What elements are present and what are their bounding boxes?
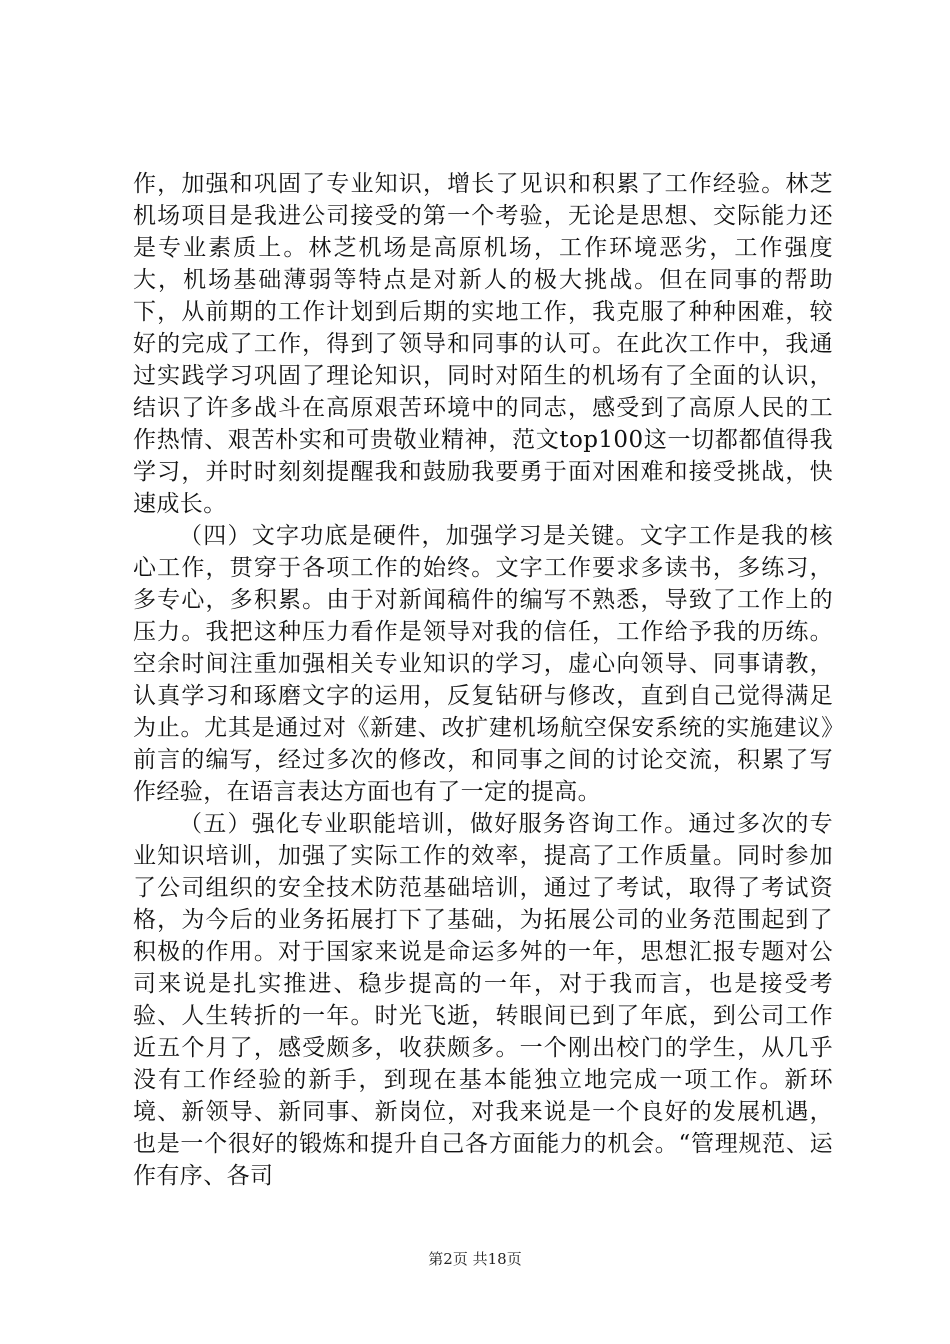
paragraph-section-four: （四）文字功底是硬件，加强学习是关键。文字工作是我的核心工作，贯穿于各项工作的始终。文字工作要求多读书，多练习，多专心，多积累。由于对新闻稿件的编写不熟悉，导致了工作上的压力。我把这种压力看作是领导对我的信任，工作给予我的历练。空余时间注重加强相关专业知识的学习，虚心向领导、同事请教，认真学习和琢磨文字的运用，反复钻研与修改，直到自己觉得满足为止。尤其是通过对《新建、改扩建机场航空保安系统的实施建议》前言的编写，经过多次的修改，和同事之间的讨论交流，积累了写作经验，在语言表达方面也有了一定的提高。 (133, 523, 833, 805)
page-number-footer: 第2页 共18页 (428, 1250, 522, 1268)
document-body (133, 168, 833, 1192)
paragraph-section-five: （五）强化专业职能培训，做好服务咨询工作。通过多次的专业知识培训，加强了实际工作的效率，提高了工作质量。同时参加了公司组织的安全技术防范基础培训，通过了考试，取得了考试资格，为今后的业务拓展打下了基础，为拓展公司的业务范围起到了积极的作用。对于国家来说是命运多舛的一年，思想汇报专题对公司来说是扎实推进、稳步提高的一年，对于我而言，也是接受考验、人生转折的一年。时光飞逝，转眼间已到了年底，到公司工作近五个月了，感受颇多，收获颇多。一个刚出校门的学生，从几乎没有工作经验的新手，到现在基本能独立地完成一项工作。新环境、新领导、新同事、新岗位，对我来说是一个良好的发展机遇，也是一个很好的锻炼和提升自己各方面能力的机会。“管理规范、运作有序、各司 (133, 811, 833, 1189)
paragraph-continuation: 作，加强和巩固了专业知识，增长了见识和积累了工作经验。林芝机场项目是我进公司接受的第一个考验，无论是思想、交际能力还是专业素质上。林芝机场是高原机场，工作环境恶劣，工作强度大，机场基础薄弱等特点是对新人的极大挑战。但在同事的帮助下，从前期的工作计划到后期的实地工作，我克服了种种困难，较好的完成了工作，得到了领导和同事的认可。在此次工作中，我通过实践学习巩固了理论知识，同时对陌生的机场有了全面的认识，结识了许多战斗在高原艰苦环境中的同志，感受到了高原人民的工作热情、艰苦朴实和可贵敬业精神，范文top100这一切都都值得我学习，并时时刻刻提醒我和鼓励我要勇于面对困难和接受挑战，快速成长。 (133, 171, 833, 517)
